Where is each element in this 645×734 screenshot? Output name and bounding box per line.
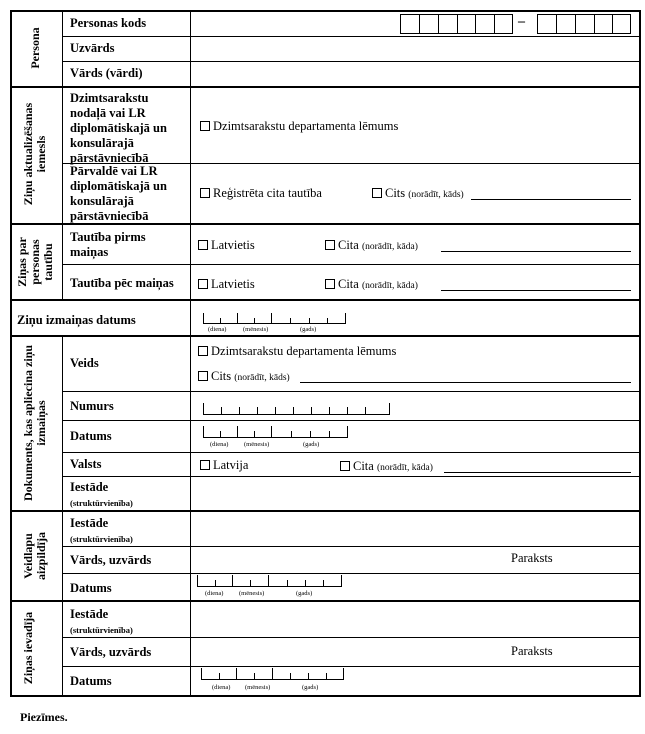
- aktualizesana-row2-label: Pārvaldē vai LR diplomātiskajā un konsulārajā pārstāvniecībā: [70, 164, 167, 223]
- ievadija-menesis: (mēnesis): [245, 684, 271, 691]
- dokuments-veids-option1[interactable]: Dzimtsarakstu departamenta lēmums: [198, 344, 396, 359]
- col-line-a3: [62, 223, 63, 300]
- aktualizesana-row1-label: Dzimtsarakstu nodaļā vai LR diplomātiskajā un konsulārajā pārstāvniecībā: [70, 91, 167, 165]
- vards-label: Vārds (vārdi): [70, 66, 143, 80]
- frame-bottom: [10, 695, 641, 697]
- dokuments-valsts-latvija[interactable]: Latvija: [200, 458, 248, 473]
- tautiba-pirms-other-line[interactable]: [441, 251, 631, 252]
- personas-kods-label: Personas kods: [70, 16, 147, 30]
- col-line-a1: [62, 10, 63, 87]
- ievadija-iestade-label: Iestāde (struktūrvienība): [70, 607, 133, 635]
- checkbox[interactable]: [325, 279, 335, 289]
- section-label-aizpildija: Veidlapu aizpildīja: [21, 532, 48, 581]
- frame-right: [639, 10, 641, 697]
- col-line-a4: [62, 335, 63, 511]
- row-line: [62, 573, 640, 574]
- row-line: [62, 420, 640, 421]
- row-line: [62, 637, 640, 638]
- aizpildija-iestade-label: Iestāde (struktūrvienība): [70, 516, 133, 544]
- ievadija-vards-label: Vārds, uzvārds: [70, 645, 152, 659]
- dokuments-veids-other-line[interactable]: [300, 382, 631, 383]
- sep-tautiba: [10, 299, 641, 301]
- checkbox[interactable]: [200, 460, 210, 470]
- uzvards-field[interactable]: [191, 37, 639, 61]
- aktualizesana-row2-option2[interactable]: Cits (norādīt, kāds): [372, 186, 464, 203]
- row-line: [62, 391, 640, 392]
- izmainas-datums-label: Ziņu izmaiņas datums: [17, 313, 136, 327]
- row-line: [62, 452, 640, 453]
- aizpildija-vards-label: Vārds, uzvārds: [70, 553, 152, 567]
- dokuments-numurs-label: Numurs: [70, 399, 114, 413]
- section-label-persona: Persona: [28, 27, 42, 69]
- ievadija-paraksts: Paraksts: [511, 644, 553, 658]
- tautiba-pirms-latvietis[interactable]: Latvietis: [198, 238, 255, 253]
- aizpildija-menesis: (mēnesis): [239, 590, 265, 597]
- sep-persona: [10, 86, 641, 88]
- checkbox[interactable]: [200, 121, 210, 131]
- frame-top: [10, 10, 641, 12]
- personas-kods-dash: –: [518, 14, 525, 29]
- dokuments-gads: (gads): [303, 441, 320, 448]
- dokuments-datums-label: Datums: [70, 429, 112, 443]
- section-label-dokuments: Dokuments, kas apliecina ziņu izmaiņas: [21, 344, 48, 502]
- dokuments-veids-label: Veids: [70, 356, 99, 370]
- tautiba-pec-other-line[interactable]: [441, 290, 631, 291]
- frame-left: [10, 10, 12, 697]
- vards-field[interactable]: [191, 62, 639, 86]
- checkbox[interactable]: [340, 461, 350, 471]
- ievadija-gads: (gads): [302, 684, 319, 691]
- col-line-a5: [62, 510, 63, 601]
- checkbox[interactable]: [325, 240, 335, 250]
- row-line: [62, 666, 640, 667]
- izmainas-diena: (diena): [208, 326, 227, 333]
- checkbox[interactable]: [198, 371, 208, 381]
- dokuments-veids-option2[interactable]: Cits (norādīt, kāds): [198, 369, 290, 386]
- piezimes-label: Piezīmes.: [20, 710, 68, 724]
- row-line: [62, 546, 640, 547]
- ievadija-iestade-field[interactable]: [191, 602, 639, 637]
- dokuments-iestade-field[interactable]: [191, 477, 639, 510]
- ievadija-diena: (diena): [212, 684, 231, 691]
- izmainas-menesis: (mēnesis): [243, 326, 269, 333]
- tautiba-pirms-cita[interactable]: Cita (norādīt, kāda): [325, 238, 418, 255]
- dokuments-valsts-label: Valsts: [70, 457, 102, 471]
- checkbox[interactable]: [200, 188, 210, 198]
- col-line-a2: [62, 86, 63, 224]
- dokuments-menesis: (mēnesis): [244, 441, 270, 448]
- aktualizesana-other-line[interactable]: [471, 199, 631, 200]
- dokuments-diena: (diena): [210, 441, 229, 448]
- tautiba-pec-cita[interactable]: Cita (norādīt, kāda): [325, 277, 418, 294]
- aktualizesana-row1-option[interactable]: Dzimtsarakstu departamenta lēmums: [200, 119, 398, 134]
- tautiba-pirms-label: Tautība pirms maiņas: [70, 230, 146, 259]
- aizpildija-diena: (diena): [205, 590, 224, 597]
- dokuments-iestade-label: Iestāde (struktūrvienība): [70, 480, 133, 508]
- dokuments-valsts-cita[interactable]: Cita (norādīt, kāda): [340, 459, 433, 476]
- tautiba-pec-label: Tautība pēc maiņas: [70, 276, 174, 290]
- checkbox[interactable]: [198, 279, 208, 289]
- aizpildija-datums-label: Datums: [70, 581, 112, 595]
- checkbox[interactable]: [198, 240, 208, 250]
- row-line: [62, 264, 640, 265]
- tautiba-pec-latvietis[interactable]: Latvietis: [198, 277, 255, 292]
- aizpildija-gads: (gads): [296, 590, 313, 597]
- dokuments-valsts-other-line[interactable]: [444, 472, 631, 473]
- aizpildija-iestade-field[interactable]: [191, 512, 639, 546]
- izmainas-gads: (gads): [300, 326, 317, 333]
- checkbox[interactable]: [198, 346, 208, 356]
- section-label-ievadija: Ziņas ievadīja: [21, 611, 35, 685]
- uzvards-label: Uzvārds: [70, 41, 115, 55]
- ievadija-datums-label: Datums: [70, 674, 112, 688]
- aizpildija-paraksts: Paraksts: [511, 551, 553, 565]
- section-label-aktualizesana: Ziņu aktualizēšanas iemesls: [21, 102, 48, 206]
- col-line-a6: [62, 600, 63, 696]
- col-line-b: [190, 10, 191, 696]
- aktualizesana-row2-option1[interactable]: Reģistrēta cita tautība: [200, 186, 322, 201]
- section-label-tautiba: Ziņas par personas tautību: [15, 237, 55, 287]
- sep-izmainas: [10, 335, 641, 337]
- checkbox[interactable]: [372, 188, 382, 198]
